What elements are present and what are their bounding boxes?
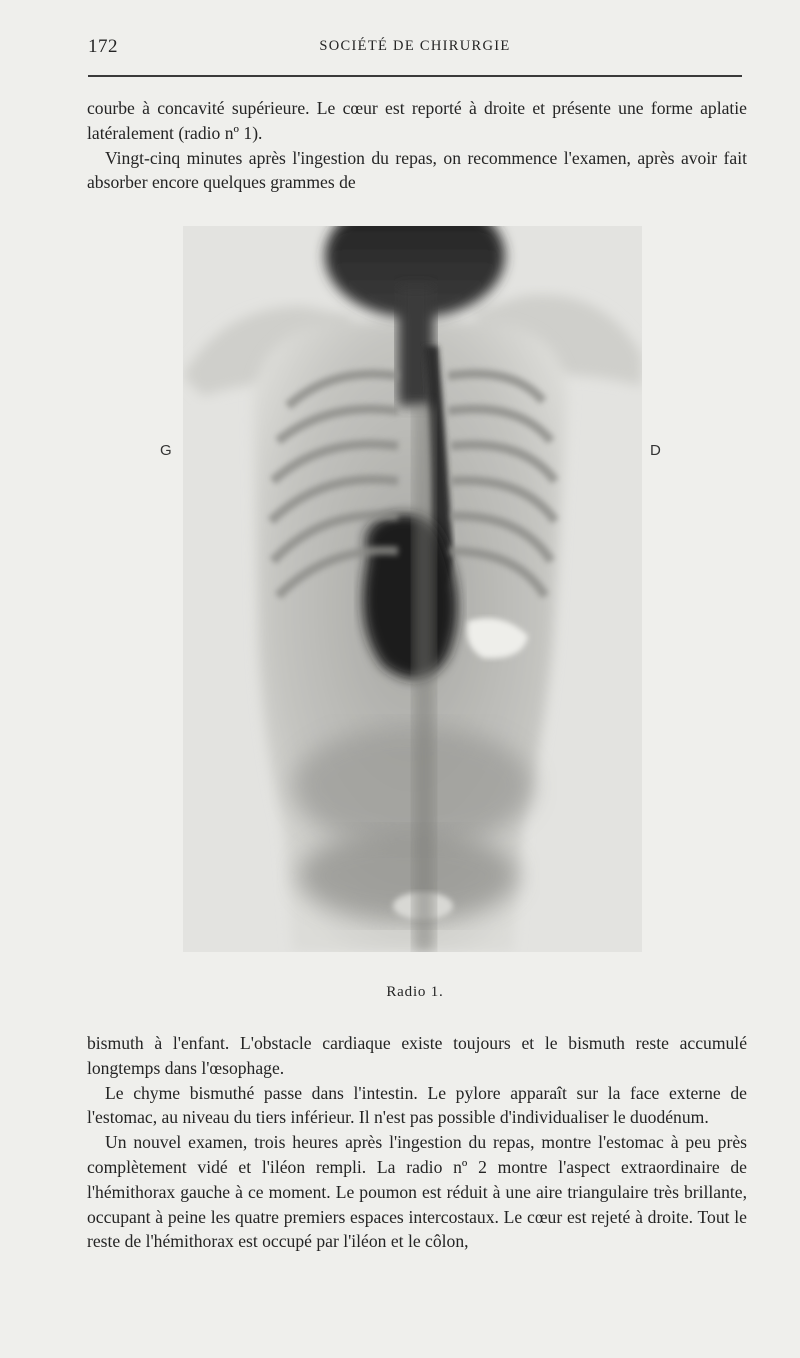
figure-caption: Radio 1. <box>386 984 444 1000</box>
running-head: SOCIÉTÉ DE CHIRURGIE <box>319 38 511 54</box>
header-rule <box>88 75 742 77</box>
paragraph: bismuth à l'enfant. L'obstacle cardiaque existe toujours et le bismuth reste accumulé longtemps dans l'œsophage. <box>87 1033 747 1078</box>
paragraph: Vingt-cinq minutes après l'ingestion du repas, on recommence l'examen, après avoir fait absorber encore quelques grammes de <box>87 147 747 193</box>
side-label-right: D <box>650 442 661 459</box>
radiograph-figure <box>183 226 642 952</box>
body-text-top <box>87 96 747 195</box>
paragraph: Un nouvel examen, trois heures après l'ingestion du repas, montre l'estomac à peu près complètement vidé et l'iléon rempli. La radio nº 2 montre l'aspect extraordinaire de l'hémithorax gauche à ce moment. Le poumon est réduit à une aire triangulaire très brillante, occupant à peine les quatre premiers espaces intercostaux. Le cœur est rejeté à droite. Tout le reste de l'hémithorax est occupé par l'iléon et le côlon, <box>87 1132 747 1252</box>
page-number: 172 <box>88 36 118 57</box>
radiograph-image <box>183 226 642 952</box>
paragraph: courbe à concavité supérieure. Le cœur est reporté à droite et présente une forme aplatie latéralement (radio nº 1). <box>87 98 747 143</box>
paragraph: Le chyme bismuthé passe dans l'intestin. Le pylore apparaît sur la face externe de l'estomac, au niveau du tiers inférieur. Il n'est pas possible d'individualiser le duodénum. <box>87 1082 747 1128</box>
side-label-left: G <box>160 442 172 459</box>
body-text-bottom <box>87 1031 747 1254</box>
